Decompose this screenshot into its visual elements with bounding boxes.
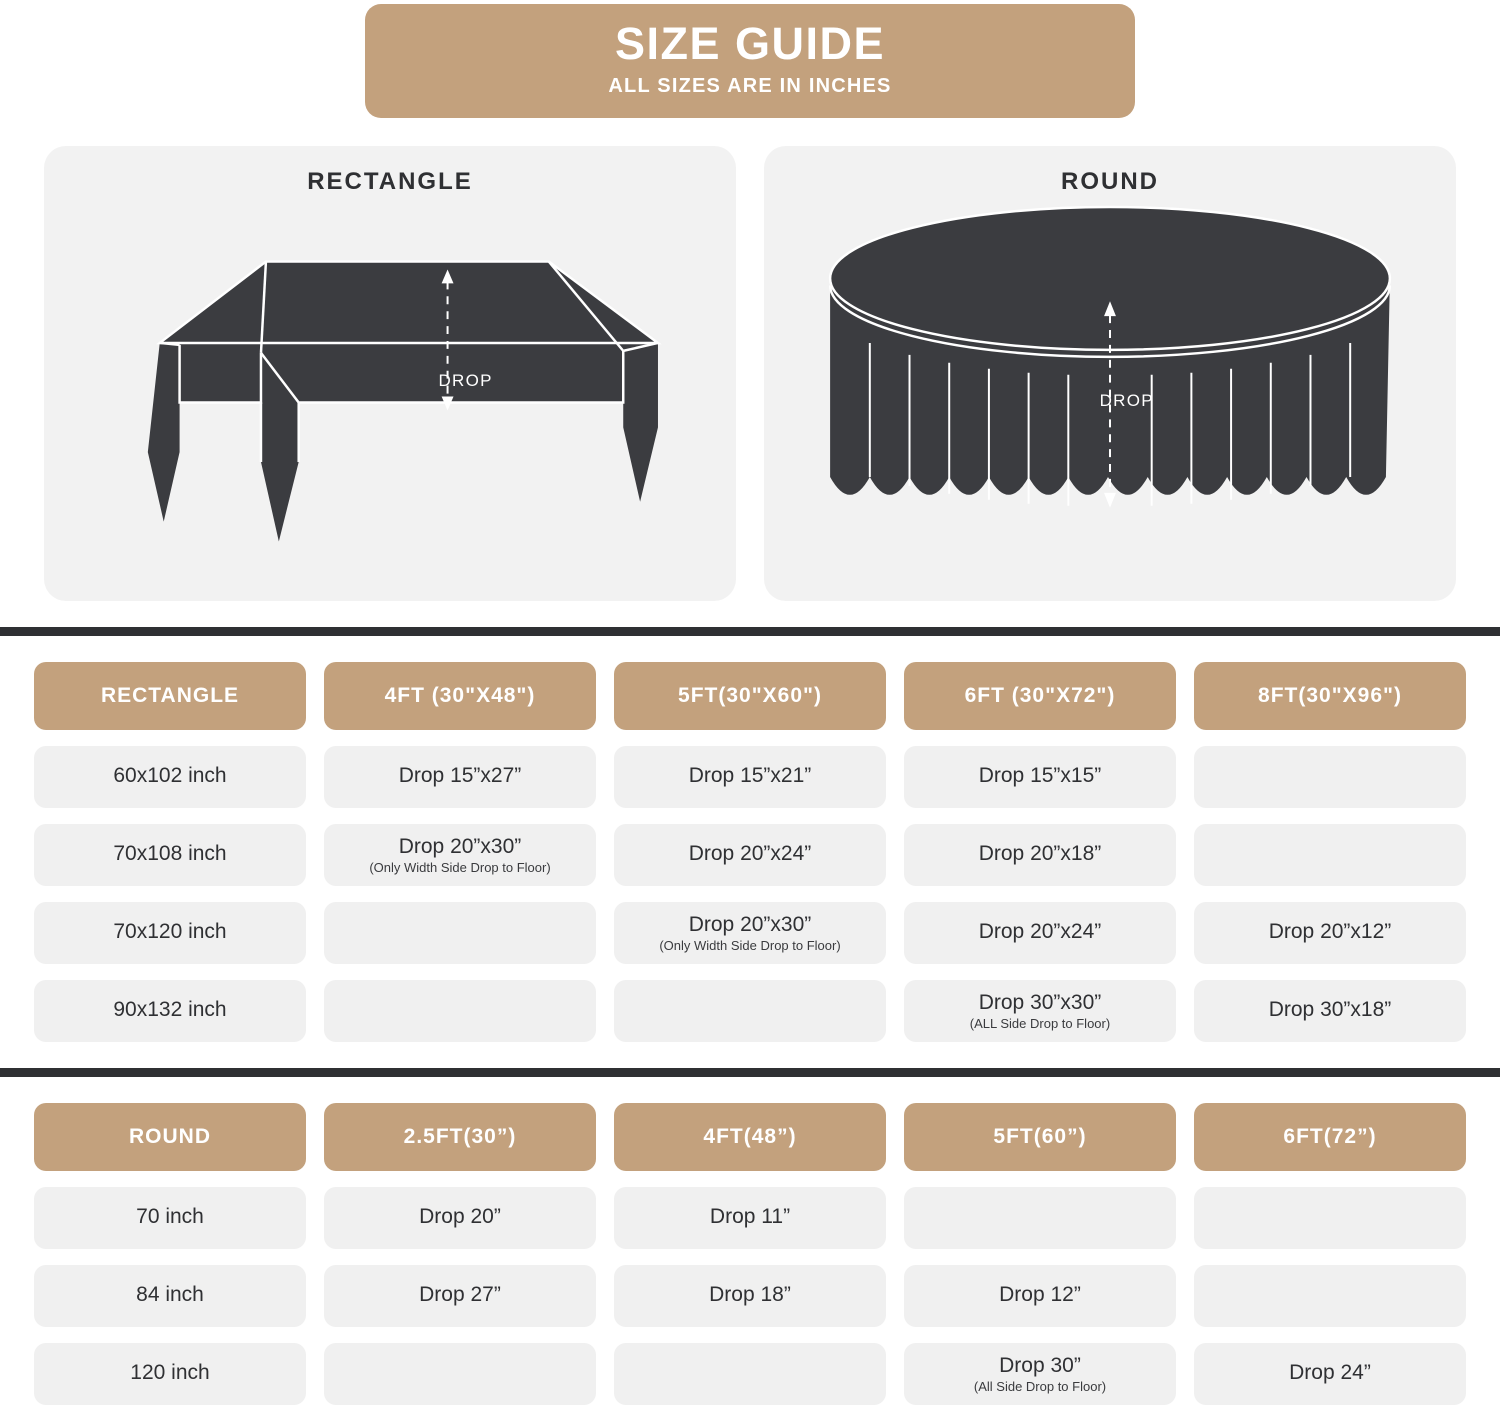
- cell-value: Drop 20”x30”: [688, 913, 812, 937]
- cell-value: Drop 24”: [1289, 1361, 1371, 1385]
- cell-note: (All Side Drop to Floor): [973, 1379, 1107, 1395]
- round-header-2: 4FT(48”): [614, 1103, 886, 1171]
- table-row: [34, 1187, 1466, 1249]
- rect-r0-c2: [614, 746, 886, 808]
- round-r0-c4: [1194, 1187, 1466, 1249]
- round-r0-c3: [904, 1187, 1176, 1249]
- rect-header-1: 4FT (30"X48"): [324, 662, 596, 730]
- cell-value: Drop 11”: [709, 1205, 791, 1229]
- cell-value: Drop 30”: [999, 1354, 1081, 1378]
- rect-r0-c4: [1194, 746, 1466, 808]
- round-r1-c4: [1194, 1265, 1466, 1327]
- round-header-1: 2.5FT(30”): [324, 1103, 596, 1171]
- cell-value: Drop 20”x12”: [1268, 920, 1392, 944]
- round-r0-c0: [34, 1187, 306, 1249]
- size-guide-banner: [365, 4, 1135, 118]
- cell-value: Drop 20”x18”: [978, 842, 1102, 866]
- cell-value: Drop 20”: [419, 1205, 501, 1229]
- round-r1-c2: [614, 1265, 886, 1327]
- cell-value: Drop 27”: [419, 1283, 501, 1307]
- round-r0-c2: [614, 1187, 886, 1249]
- rect-r1-c3: [904, 824, 1176, 886]
- rect-r2-c1: [324, 902, 596, 964]
- illustration-panels: [0, 118, 1500, 601]
- table-row: [34, 1343, 1466, 1405]
- panel-round: [764, 146, 1456, 601]
- rect-header-3: 6FT (30"X72"): [904, 662, 1176, 730]
- cell-value: Drop 20”x30”: [398, 835, 522, 859]
- rect-r3-c3: [904, 980, 1176, 1042]
- page-subtitle: ALL SIZES ARE IN INCHES: [608, 75, 892, 98]
- cell-value: Drop 30”x30”: [978, 991, 1102, 1015]
- panel-rectangle-title: RECTANGLE: [307, 168, 473, 196]
- rect-r2-c0: [34, 902, 306, 964]
- cell-value: Drop 15”x21”: [688, 764, 812, 788]
- rect-r3-c0: [34, 980, 306, 1042]
- rectangle-tablecloth-icon: [44, 204, 736, 601]
- page-title: SIZE GUIDE: [614, 18, 886, 69]
- cell-value: 70 inch: [136, 1205, 204, 1229]
- rect-r1-c2: [614, 824, 886, 886]
- round-r2-c3: [904, 1343, 1176, 1405]
- round-r1-c1: [324, 1265, 596, 1327]
- round-drop-label: DROP: [1099, 390, 1154, 410]
- rect-r1-c0: [34, 824, 306, 886]
- cell-note: (Only Width Side Drop to Floor): [659, 938, 841, 954]
- round-r2-c1: [324, 1343, 596, 1405]
- table-row: [34, 824, 1466, 886]
- cell-value: Drop 18”: [709, 1283, 791, 1307]
- round-r2-c0: [34, 1343, 306, 1405]
- round-size-table: [0, 1077, 1500, 1405]
- rect-r0-c0: [34, 746, 306, 808]
- cell-value: 60x102 inch: [113, 764, 227, 788]
- rect-header-2: 5FT(30"X60"): [614, 662, 886, 730]
- rect-header-4: 8FT(30"X96"): [1194, 662, 1466, 730]
- round-tablecloth-icon: [764, 204, 1456, 601]
- rect-r3-c2: [614, 980, 886, 1042]
- cell-value: Drop 15”x15”: [978, 764, 1102, 788]
- panel-round-title: ROUND: [1061, 168, 1159, 196]
- round-header-3: 5FT(60”): [904, 1103, 1176, 1171]
- rectangle-drop-label: DROP: [438, 370, 493, 390]
- cell-value: 70x108 inch: [113, 842, 227, 866]
- table-row: [34, 746, 1466, 808]
- round-r0-c1: [324, 1187, 596, 1249]
- table-row: [34, 902, 1466, 964]
- rect-r2-c3: [904, 902, 1176, 964]
- table-header-row: [34, 662, 1466, 730]
- divider-top: [0, 627, 1500, 636]
- rectangle-size-table: [0, 636, 1500, 1042]
- cell-value: Drop 30”x18”: [1268, 998, 1392, 1022]
- cell-value: Drop 12”: [999, 1283, 1081, 1307]
- round-r1-c3: [904, 1265, 1176, 1327]
- header: [0, 0, 1500, 118]
- cell-value: 90x132 inch: [113, 998, 227, 1022]
- cell-value: Drop 20”x24”: [978, 920, 1102, 944]
- rect-r1-c1: [324, 824, 596, 886]
- rect-r2-c4: [1194, 902, 1466, 964]
- cell-note: (ALL Side Drop to Floor): [969, 1016, 1111, 1032]
- round-r2-c4: [1194, 1343, 1466, 1405]
- rect-header-0: RECTANGLE: [34, 662, 306, 730]
- cell-value: 120 inch: [130, 1361, 210, 1385]
- cell-value: Drop 15”x27”: [398, 764, 522, 788]
- cell-value: Drop 20”x24”: [688, 842, 812, 866]
- cell-value: 84 inch: [136, 1283, 204, 1307]
- rect-r3-c1: [324, 980, 596, 1042]
- round-header-0: ROUND: [34, 1103, 306, 1171]
- table-row: [34, 1265, 1466, 1327]
- rect-r0-c3: [904, 746, 1176, 808]
- table-row: [34, 980, 1466, 1042]
- rect-r0-c1: [324, 746, 596, 808]
- rect-r3-c4: [1194, 980, 1466, 1042]
- rect-r1-c4: [1194, 824, 1466, 886]
- divider-bottom: [0, 1068, 1500, 1077]
- round-header-4: 6FT(72”): [1194, 1103, 1466, 1171]
- round-r2-c2: [614, 1343, 886, 1405]
- rect-r2-c2: [614, 902, 886, 964]
- round-r1-c0: [34, 1265, 306, 1327]
- cell-note: (Only Width Side Drop to Floor): [369, 860, 551, 876]
- table-header-row: [34, 1103, 1466, 1171]
- panel-rectangle: [44, 146, 736, 601]
- cell-value: 70x120 inch: [113, 920, 227, 944]
